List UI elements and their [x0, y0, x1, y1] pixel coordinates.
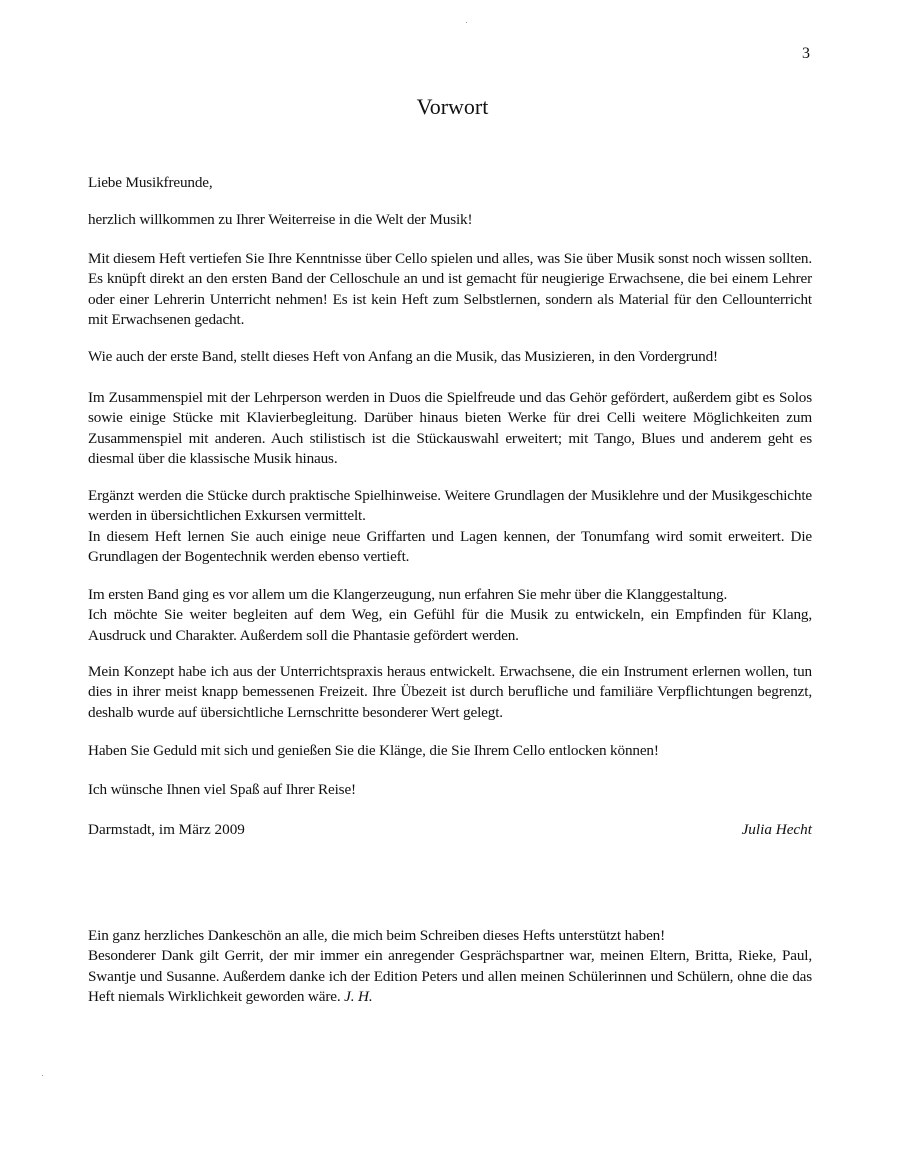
salutation: Liebe Musikfreunde, — [88, 174, 213, 191]
acknowledgement-body: Besonderer Dank gilt Gerrit, der mir immer ein anregender Gesprächspartner war, meinen Eltern, Britta, Rieke, Paul, Swantje und Susanne. Außerdem danke ich der Edition Peters und allen meinen Schülerinnen und Schülern, ohne die das Heft niemals Wirklichkeit geworden wäre. — [88, 947, 812, 1006]
acknowledgement-line: Ein ganz herzliches Dankeschön an alle, die mich beim Schreiben dieses Hefts unterstützt haben! — [88, 927, 666, 944]
author-signature: Julia Hecht — [741, 821, 812, 838]
paragraph-text: Ich möchte Sie weiter begleiten auf dem Weg, ein Gefühl für die Musik zu entwickeln, ein Empfinden für Klang, Ausdruck und Charakter. Außerdem soll die Phantasie gefördert werden. — [88, 606, 812, 644]
acknowledgement-text — [88, 946, 812, 1007]
author-initials: J. H. — [344, 988, 373, 1006]
paragraph-text: In diesem Heft lernen Sie auch einige neue Griffarten und Lagen kennen, der Tonumfang wird somit erweitert. Die Grundlagen der Bogentechnik werden ebenso vertieft. — [88, 527, 812, 566]
paragraph-text: Mein Konzept habe ich aus der Unterrichtspraxis heraus entwickelt. Erwachsene, die ein Instrument erlernen wollen, tun dies in ihrer meist knapp bemessenen Freizeit. Ihre Übezeit ist durch berufliche und familiäre Verpflichtungen begrenzt, deshalb wurde auf übersichtliche Lernschritte besonderer Wert gelegt. — [88, 663, 812, 721]
paragraph-8 — [88, 780, 812, 800]
welcome-block — [88, 210, 812, 230]
paragraph-2 — [88, 347, 812, 367]
paragraph-text: Haben Sie Geduld mit sich und genießen Sie die Klänge, die Sie Ihrem Cello entlocken können! — [88, 742, 659, 759]
acknowledgements — [88, 926, 812, 1008]
paragraph-3 — [88, 388, 812, 470]
paragraph-text: Wie auch der erste Band, stellt dieses Heft von Anfang an die Musik, das Musizieren, in den Vordergrund! — [88, 348, 718, 365]
page-number: 3 — [802, 45, 810, 62]
paragraph-4 — [88, 486, 812, 568]
paragraph-5 — [88, 585, 812, 646]
signature-row — [88, 820, 812, 840]
place-date: Darmstadt, im März 2009 — [88, 821, 245, 838]
paragraph-text: Mit diesem Heft vertiefen Sie Ihre Kenntnisse über Cello spielen und alles, was Sie über Musik sonst noch wissen sollten. Es knüpft direkt an den ersten Band der Celloschule an und ist gemacht für neugierige Erwachsene, die bei einem Lehrer oder einer Lehrerin Unterricht nehmen! Es ist kein Heft zum Selbstlernen, sondern als Material für den Cellounterricht mit Erwachsenen gedacht. — [88, 250, 812, 329]
paragraph-text: Ergänzt werden die Stücke durch praktische Spielhinweise. Weitere Grundlagen der Musiklehre und der Musikgeschichte werden in übersichtlichen Exkursen vermittelt. — [88, 487, 812, 525]
paragraph-7 — [88, 741, 812, 761]
paragraph-text: Im ersten Band ging es vor allem um die Klangerzeugung, nun erfahren Sie mehr über die Klanggestaltung. — [88, 586, 728, 603]
scan-speck — [42, 1075, 43, 1076]
welcome-line: herzlich willkommen zu Ihrer Weiterreise in die Welt der Musik! — [88, 211, 473, 228]
salutation-block — [88, 173, 812, 193]
paragraph-text: Ich wünsche Ihnen viel Spaß auf Ihrer Reise! — [88, 781, 356, 798]
scan-speck — [466, 22, 467, 23]
paragraph-text: Im Zusammenspiel mit der Lehrperson werden in Duos die Spielfreude und das Gehör gefördert, außerdem gibt es Solos sowie einige Stücke mit Klavierbegleitung. Darüber hinaus bieten Werke für drei Celli weitere Möglichkeiten zum Zusammenspiel mit anderen. Auch stilistisch ist die Stückauswahl erweitert; mit Tango, Blues und anderem geht es diesmal über die klassische Musik hinaus. — [88, 389, 812, 468]
paragraph-1 — [88, 249, 812, 331]
page-title: Vorwort — [416, 94, 489, 119]
paragraph-6 — [88, 662, 812, 723]
